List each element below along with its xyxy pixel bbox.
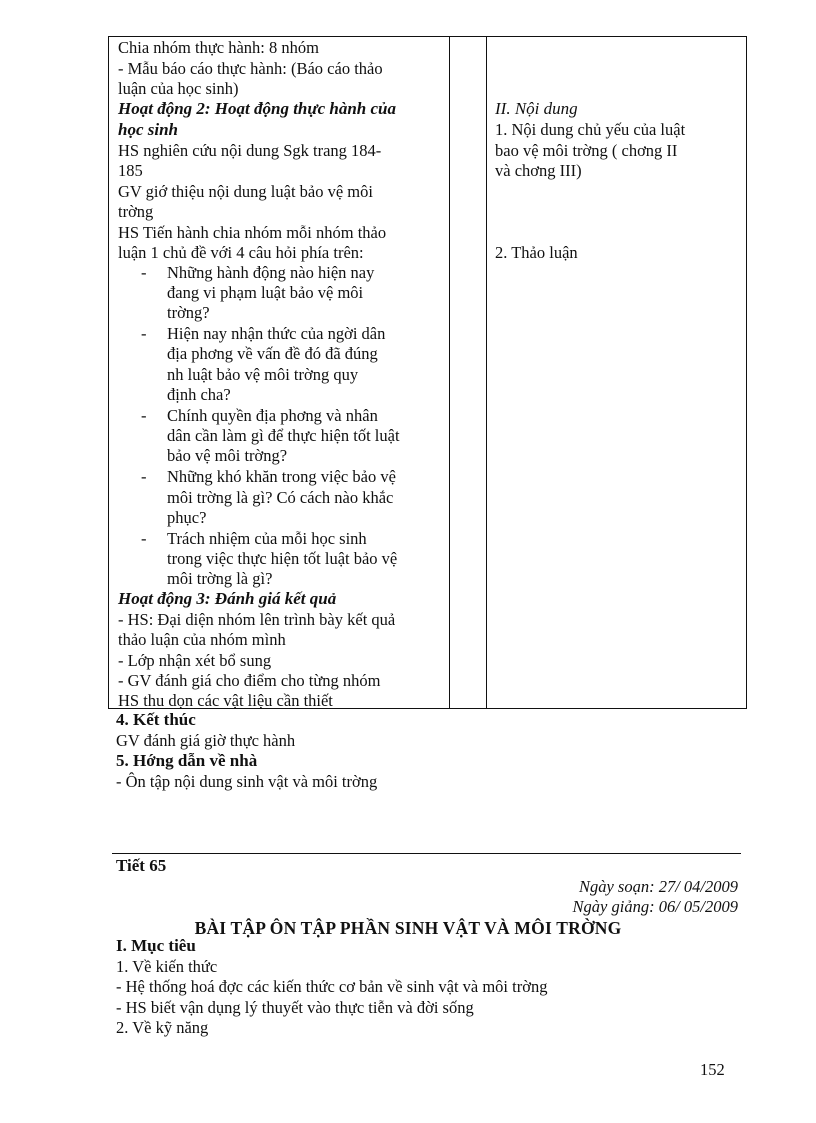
activity-2-heading: Hoạt động 2: Hoạt động thực hành của [118,99,396,118]
activity-3-heading: Hoạt động 3: Đánh giá kết quả [118,589,337,608]
question-line: phục? [167,508,207,527]
objective-line: 1. Về kiến thức [116,957,218,976]
question-line: môi trờng là gì? [167,569,273,588]
table-line: HS thu dọn các vật liệu cần thiết [118,691,333,710]
lesson-table [108,36,747,709]
table-line: luận của học sinh) [118,79,239,98]
table-line: trờng [118,202,154,221]
question-line: Hiện nay nhận thức của ngời dân [167,324,386,343]
question-line: trờng? [167,303,210,322]
list-bullet: - [141,529,147,548]
question-line: dân cần làm gì để thực hiện tốt luật [167,426,400,445]
objective-line: 2. Về kỹ năng [116,1018,209,1037]
content-line: và chơng III) [495,161,582,180]
table-line: luận 1 chủ đề với 4 câu hỏi phía trên: [118,243,364,262]
activity-2-heading-cont: học sinh [118,120,178,139]
question-line: Trách nhiệm của mỗi học sinh [167,529,367,548]
table-line: - Mẫu báo cáo thực hành: (Báo cáo thảo [118,59,383,78]
objective-line: - HS biết vận dụng lý thuyết vào thực tiễn và đời sống [116,998,474,1017]
table-line: HS nghiên cứu nội dung Sgk trang 184- [118,141,382,160]
question-line: Những hành động nào hiện nay [167,263,375,282]
question-line: bảo vệ môi trờng? [167,446,288,465]
table-line: HS Tiến hành chia nhóm mỗi nhóm thảo [118,223,387,242]
section-5-heading: 5. Hớng dẫn về nhà [116,751,258,770]
teacher-student-activity-column [109,37,450,708]
question-line: môi trờng là gì? Có cách nào khắc [167,488,394,507]
list-bullet: - [141,467,147,486]
question-line: đang vi phạm luật bảo vệ môi [167,283,364,302]
page-number: 152 [700,1060,725,1079]
section-5-text: - Ôn tập nội dung sinh vật và môi trờng [116,772,378,791]
question-line: nh luật bảo vệ môi trờng quy [167,365,359,384]
table-line: - GV đánh giá cho điểm cho từng nhóm [118,671,381,690]
table-line: GV giớ thiệu nội dung luật bảo vệ môi [118,182,373,201]
content-line: bao vệ môi trờng ( chơng II [495,141,678,160]
content-column [487,37,746,708]
section-4-heading: 4. Kết thúc [116,710,196,729]
date-prepared: Ngày soạn: 27/ 04/2009 [578,877,738,896]
content-line: 1. Nội dung chủ yếu của luật [495,120,686,139]
horizontal-rule [112,853,741,854]
empty-middle-column [450,37,487,708]
table-line: 185 [118,161,143,180]
content-heading: II. Nội dung [495,99,578,118]
question-line: định cha? [167,385,231,404]
list-bullet: - [141,406,147,425]
table-line: Chia nhóm thực hành: 8 nhóm [118,38,319,57]
question-line: Chính quyền địa phơng và nhân [167,406,378,425]
period-label: Tiết 65 [116,856,167,875]
list-bullet: - [141,263,147,282]
list-bullet: - [141,324,147,343]
date-taught: Ngày giảng: 06/ 05/2009 [572,897,738,916]
content-line: 2. Thảo luận [495,243,578,262]
question-line: trong việc thực hiện tốt luật bảo vệ [167,549,398,568]
lesson-title: BÀI TẬP ÔN TẬP PHẦN SINH VẬT VÀ MÔI TRỜNG [194,918,622,938]
section-4-text: GV đánh giá giờ thực hành [116,731,296,750]
question-line: Những khó khăn trong việc bảo vệ [167,467,396,486]
table-line: - Lớp nhận xét bổ sung [118,651,272,670]
table-line: - HS: Đại diện nhóm lên trình bày kết quả [118,610,396,629]
objectives-heading: I. Mục tiêu [116,936,196,955]
table-line: thảo luận của nhóm mình [118,630,286,649]
objective-line: - Hệ thống hoá đợc các kiến thức cơ bản về sinh vật và môi trờng [116,977,548,996]
question-line: địa phơng về vấn đề đó đã đúng [167,344,378,363]
